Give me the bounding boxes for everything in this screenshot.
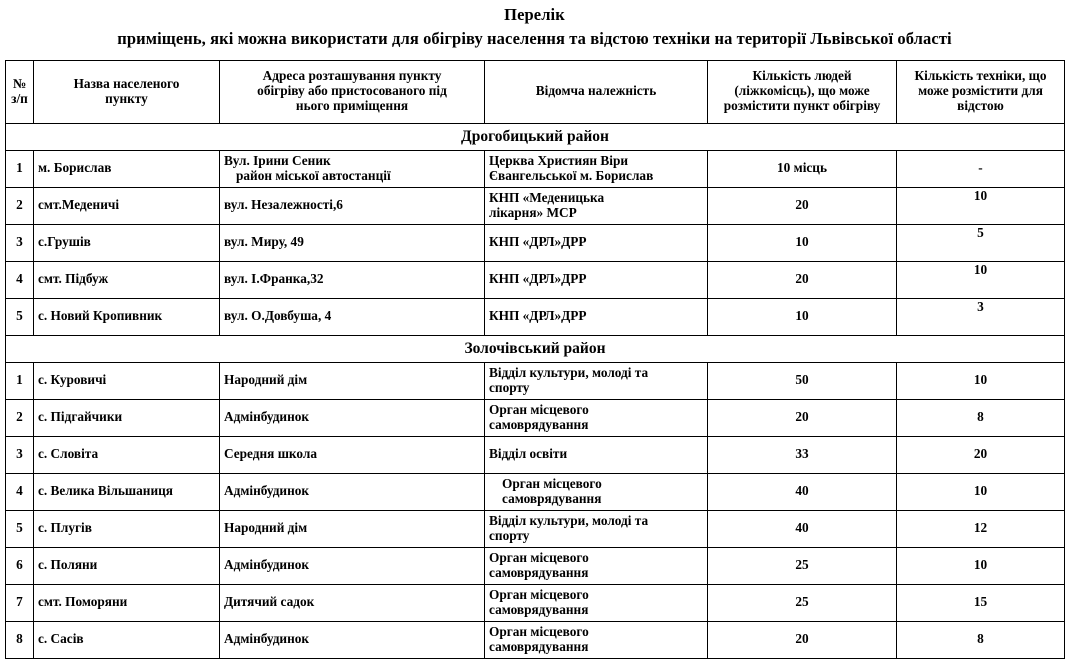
cell-people-capacity: 20 [708,621,897,658]
cell-department [485,473,708,510]
column-header-vehicle-capacity [897,60,1065,123]
cell-department-line2: лікарня» МСР [489,204,577,220]
table-row [6,224,1065,261]
cell-address [220,187,485,224]
cell-department-line1: Відділ освіти [489,446,568,462]
section-header-label: Дрогобицький район [6,123,1065,150]
cell-department [485,584,708,621]
column-header-department-text: Відомча належність [535,83,657,99]
row-number: 1 [6,150,34,187]
cell-department-line2: самоврядування [489,638,589,654]
column-header-number [6,60,34,123]
cell-department-line1: Орган місцевого [489,623,589,639]
table-row [6,510,1065,547]
table-body [6,123,1065,658]
cell-settlement: с. Велика Вільшаниця [34,473,220,510]
row-number: 4 [6,473,34,510]
cell-people-capacity: 25 [708,584,897,621]
column-header-number-line2: з/п [11,90,28,106]
table-row [6,187,1065,224]
cell-address-line1: Адмінбудинок [224,557,310,573]
row-number: 5 [6,510,34,547]
cell-vehicle-capacity: 10 [897,547,1065,584]
cell-people-capacity: 20 [708,187,897,224]
row-number: 4 [6,261,34,298]
cell-department [485,547,708,584]
cell-address [220,261,485,298]
cell-address [220,399,485,436]
column-header-number-line1: № [12,75,27,91]
page-title [0,0,1069,48]
cell-address-line1: Народний дім [224,520,308,536]
column-header-people-line2: (ліжкомісць), що може [734,83,870,99]
cell-people-capacity: 50 [708,362,897,399]
cell-address-line1: вул. Незалежності,6 [224,197,343,213]
cell-department [485,436,708,473]
cell-department [485,362,708,399]
cell-address-line1: Дитячий садок [224,594,315,610]
cell-address-line1: Народний дім [224,372,308,388]
column-header-department [485,60,708,123]
cell-department [485,261,708,298]
cell-vehicle-capacity: 8 [897,621,1065,658]
cell-vehicle-capacity: 5 [897,224,1065,261]
row-number: 5 [6,298,34,335]
row-number: 3 [6,436,34,473]
table-row [6,150,1065,187]
cell-department-line1: КНП «Меденицька [489,189,605,205]
table-row [6,436,1065,473]
table-header-row [6,60,1065,123]
cell-settlement: с.Грушів [34,224,220,261]
table-row [6,362,1065,399]
cell-people-capacity: 25 [708,547,897,584]
column-header-address-line2: обігріву або пристосованого під [257,83,447,99]
cell-department-line1: Орган місцевого [489,586,589,602]
cell-settlement: с. Новий Кропивник [34,298,220,335]
cell-address [220,473,485,510]
cell-people-capacity: 20 [708,261,897,298]
cell-department [485,298,708,335]
row-number: 6 [6,547,34,584]
cell-address [220,224,485,261]
cell-address [220,150,485,187]
cell-vehicle-capacity: 10 [897,187,1065,224]
cell-settlement: смт. Підбуж [34,261,220,298]
cell-address-line1: Адмінбудинок [224,409,310,425]
cell-department-line1: КНП «ДРЛ»ДРР [489,271,587,287]
cell-department-line1: Відділ культури, молоді та [489,364,649,380]
cell-vehicle-capacity: 12 [897,510,1065,547]
cell-vehicle-capacity: 20 [897,436,1065,473]
cell-department-line2: самоврядування [489,564,589,580]
cell-people-capacity: 40 [708,473,897,510]
cell-settlement: смт. Поморяни [34,584,220,621]
column-header-people-capacity [708,60,897,123]
row-number: 2 [6,399,34,436]
cell-vehicle-capacity: 8 [897,399,1065,436]
cell-address-line1: Вул. Ірини Сеник [224,152,331,168]
cell-department-line2: самоврядування [489,416,589,432]
cell-vehicle-capacity: 10 [897,261,1065,298]
cell-department-line1: Орган місцевого [502,475,602,491]
cell-address-line1: вул. О.Довбуша, 4 [224,308,332,324]
cell-address [220,298,485,335]
cell-address-line1: Адмінбудинок [224,483,310,499]
section-header-row [6,335,1065,362]
table-row [6,261,1065,298]
cell-address-line1: Адмінбудинок [224,631,310,647]
column-header-address [220,60,485,123]
cell-department-line1: Церква Християн Віри [489,152,629,168]
cell-address-line1: вул. І.Франка,32 [224,271,324,287]
table-row [6,298,1065,335]
cell-settlement: с. Сасів [34,621,220,658]
cell-people-capacity: 10 [708,224,897,261]
cell-settlement: с. Підгайчики [34,399,220,436]
cell-department-line1: КНП «ДРЛ»ДРР [489,308,587,324]
cell-department-line1: Орган місцевого [489,549,589,565]
cell-department-line2: самоврядування [502,490,602,506]
cell-vehicle-capacity: 3 [897,298,1065,335]
cell-vehicle-capacity: 10 [897,362,1065,399]
cell-settlement: с. Плугів [34,510,220,547]
row-number: 1 [6,362,34,399]
cell-people-capacity: 33 [708,436,897,473]
cell-vehicle-capacity: 10 [897,473,1065,510]
table-row [6,584,1065,621]
cell-people-capacity: 40 [708,510,897,547]
cell-address [220,436,485,473]
section-header-label: Золочівський район [6,335,1065,362]
column-header-settlement [34,60,220,123]
cell-department-line2: спорту [489,527,530,543]
cell-department-line1: КНП «ДРЛ»ДРР [489,234,587,250]
cell-vehicle-capacity: 15 [897,584,1065,621]
column-header-vehicles-line1: Кількість техніки, що [914,68,1047,84]
column-header-people-line3: розмістити пункт обігріву [723,98,881,114]
cell-address-line1: Середня школа [224,446,317,462]
section-header-row [6,123,1065,150]
column-header-address-line3: нього приміщення [295,98,409,114]
cell-address-line2: район міської автостанції [236,167,391,183]
cell-address [220,510,485,547]
cell-department [485,150,708,187]
column-header-people-line1: Кількість людей [752,68,852,84]
cell-department-line1: Відділ культури, молоді та [489,512,649,528]
column-header-settlement-line2: пункту [105,90,148,106]
column-header-vehicles-line2: може розмістити для [918,83,1043,99]
cell-people-capacity: 10 місць [708,150,897,187]
cell-people-capacity: 10 [708,298,897,335]
cell-department-line2: Євангельської м. Борислав [489,167,654,183]
cell-vehicle-capacity: - [897,150,1065,187]
cell-department [485,510,708,547]
cell-department [485,187,708,224]
column-header-settlement-line1: Назва населеного [73,75,180,91]
table-row [6,399,1065,436]
cell-settlement: м. Борислав [34,150,220,187]
row-number: 8 [6,621,34,658]
table-header [6,60,1065,123]
row-number: 2 [6,187,34,224]
cell-department-line2: спорту [489,379,530,395]
cell-address [220,547,485,584]
cell-department [485,399,708,436]
page-title-line2: приміщень, які можна використати для обігріву населення та відстою техніки на території Львівської області [117,29,952,49]
cell-department-line2: самоврядування [489,601,589,617]
table-row [6,473,1065,510]
cell-department [485,224,708,261]
cell-address [220,362,485,399]
cell-settlement: с. Куровичі [34,362,220,399]
cell-people-capacity: 20 [708,399,897,436]
cell-department-line1: Орган місцевого [489,401,589,417]
column-header-address-line1: Адреса розташування пункту [262,68,442,84]
cell-settlement: с. Поляни [34,547,220,584]
heating-points-table [5,60,1065,659]
table-row [6,547,1065,584]
row-number: 3 [6,224,34,261]
cell-settlement: смт.Меденичі [34,187,220,224]
page-title-line1: Перелік [504,5,565,24]
cell-address-line1: вул. Миру, 49 [224,234,304,250]
row-number: 7 [6,584,34,621]
cell-address [220,584,485,621]
column-header-vehicles-line3: відстою [957,98,1004,114]
cell-settlement: с. Словіта [34,436,220,473]
